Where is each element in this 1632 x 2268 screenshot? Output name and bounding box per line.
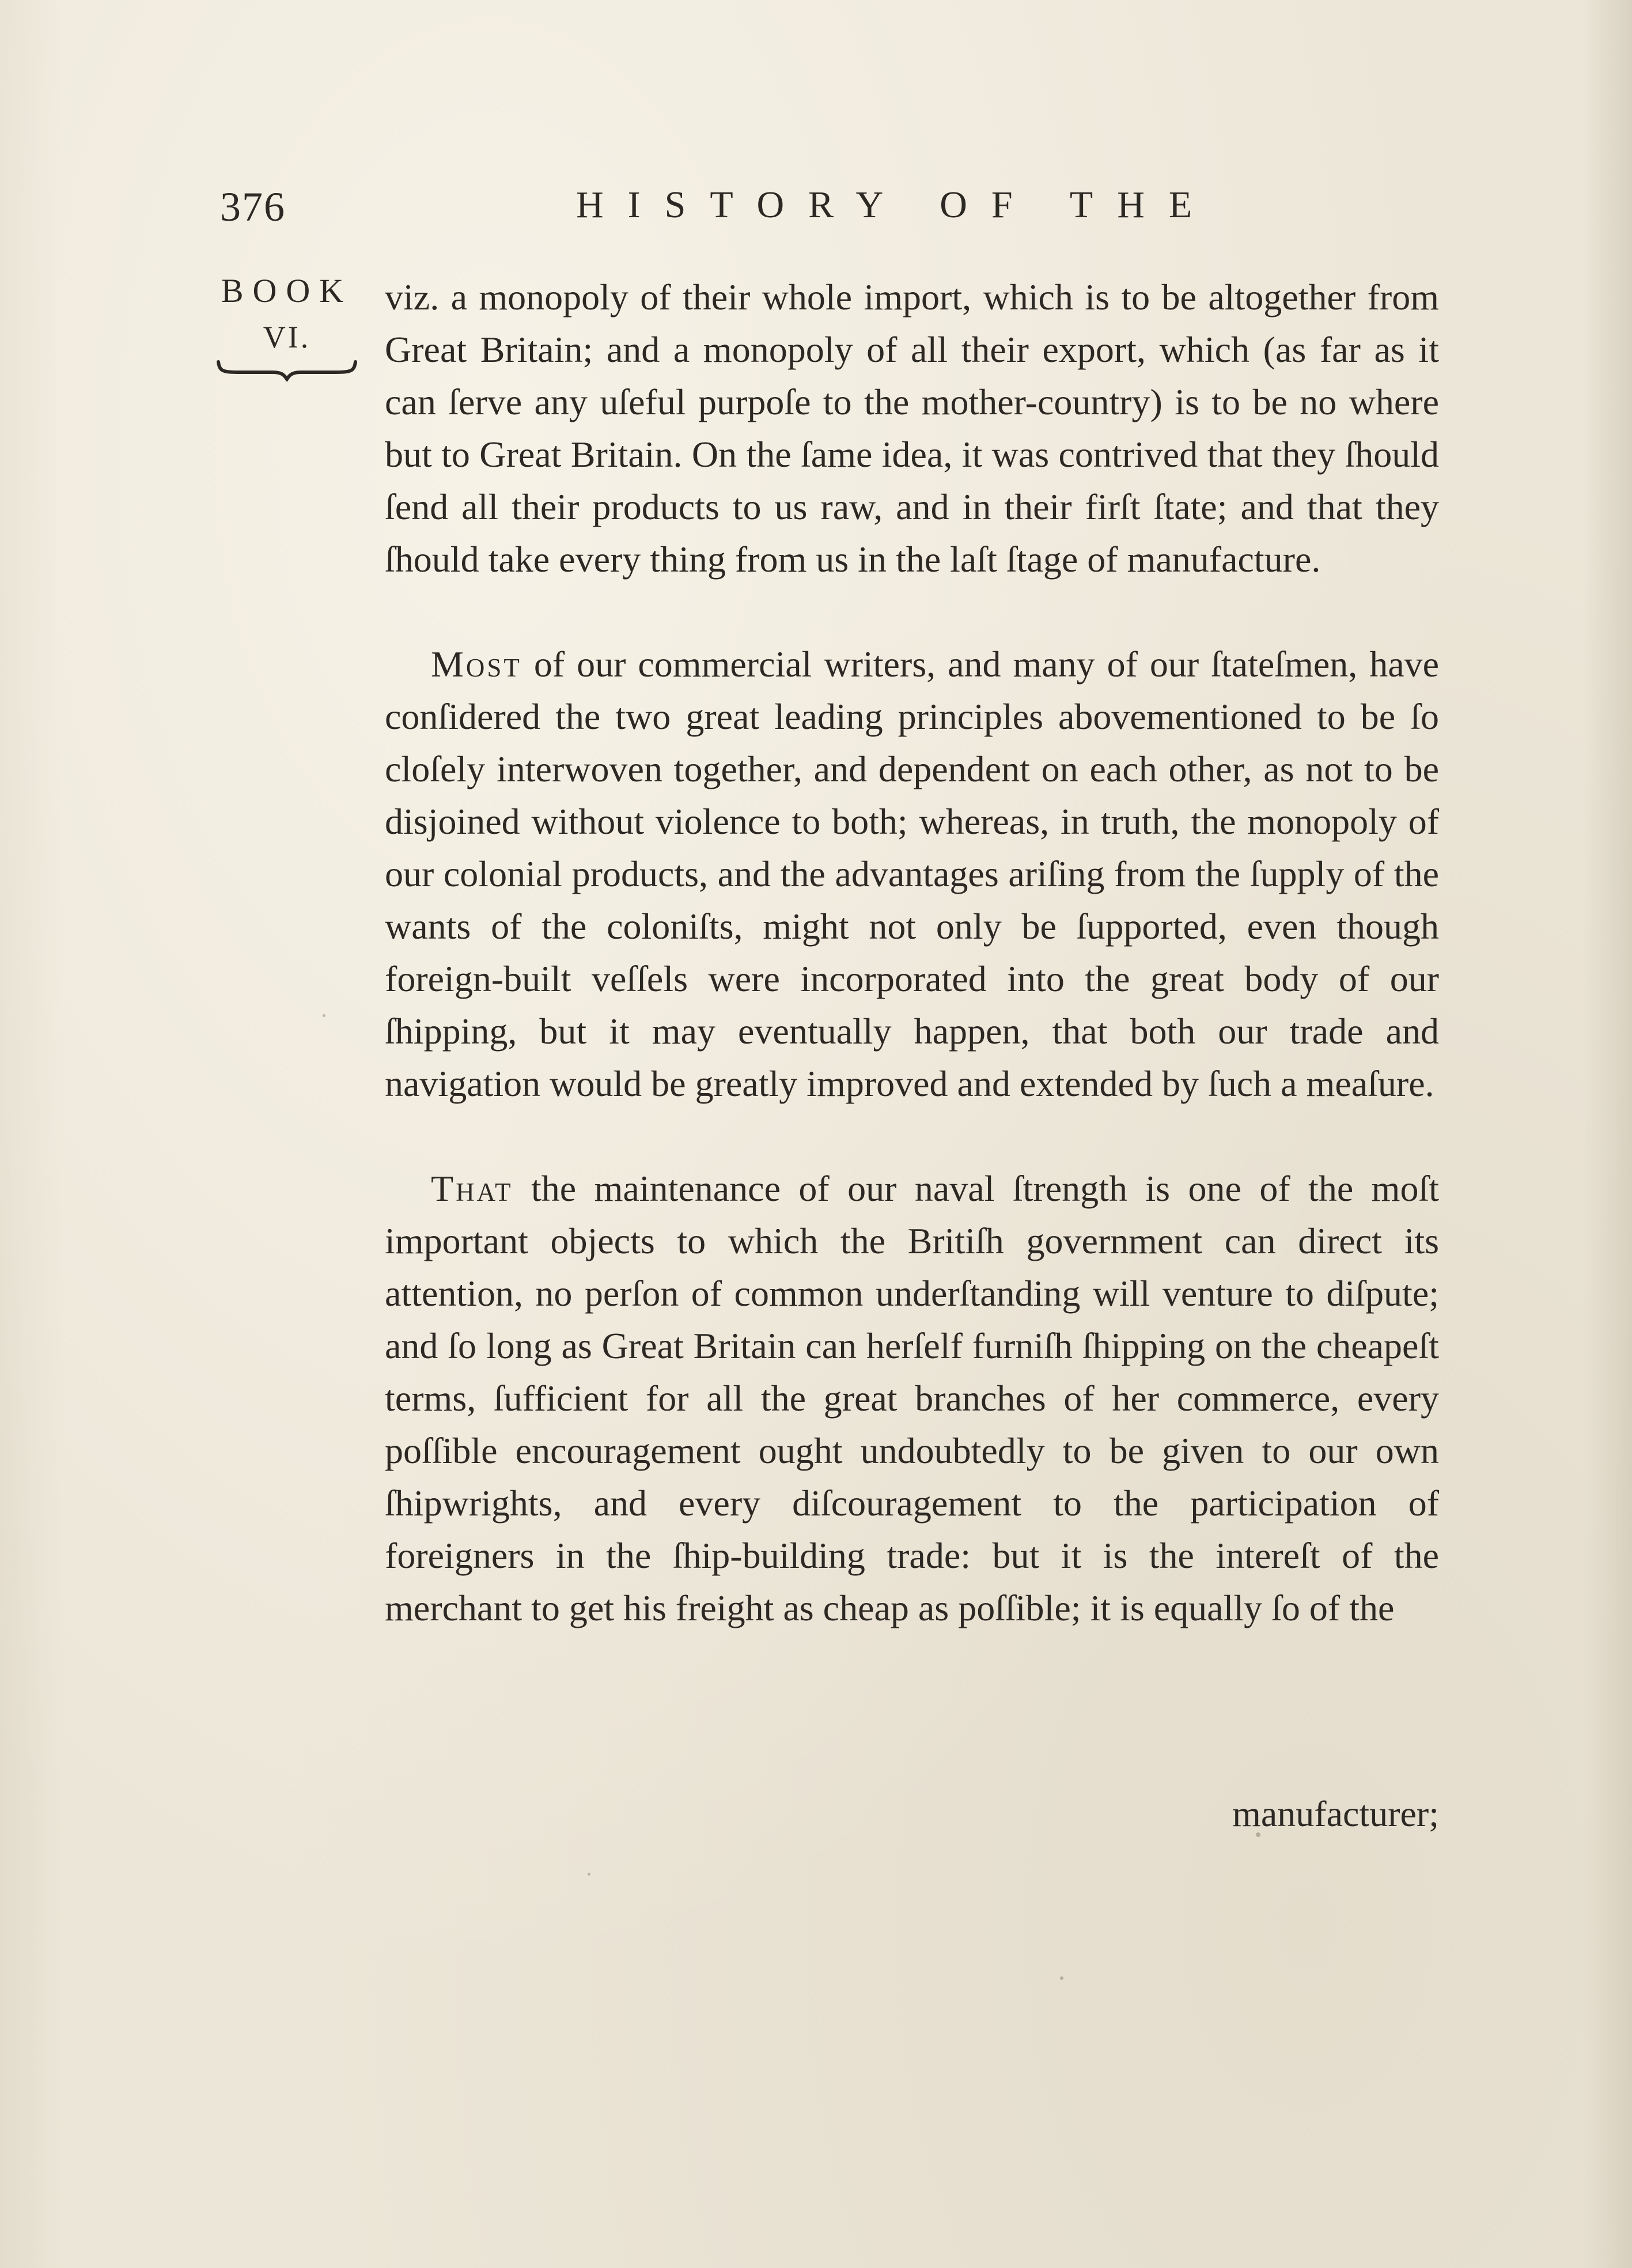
- paragraph-text: of our commercial writers, and many of our ſtateſmen, have conſidered the two great leading principles abovementioned to be ſo cloſely interwoven together, and dependent on each other, as not to be disjoined without violence to both; whereas, in truth, the monopoly of our colonial products, and the advantages ariſing from the ſupply of the wants of the coloniſts, might not only be ſupported, even though foreign-built veſſels were incorporated into the great body of our ſhipping, but it may eventually happen, that both our trade and navigation would be greatly improved and extended by ſuch a meaſure.: [385, 644, 1439, 1104]
- running-title: HISTORY OF THE: [576, 184, 1217, 226]
- paragraph-that: [385, 1162, 1439, 1634]
- paragraph-text: the maintenance of our naval ſtrength is one of the moſt important objects to which the Britiſh government can direct its attention, no perſon of common underſtanding will venture to diſpute; and ſo long as Great Britain can herſelf furniſh ſhipping on the cheapeſt terms, ſufficient for all the great branches of her commerce, every poſſible encouragement ought undoubtedly to be given to our own ſhipwrights, and every diſcouragement to the participation of foreigners in the ſhip-building trade: but it is the intereſt of the merchant to get his freight as cheap as poſſible; it is equally ſo of the: [385, 1168, 1439, 1628]
- book-marker: [212, 274, 362, 381]
- paper-speck: [1256, 1832, 1260, 1837]
- bracket-ornament-icon: [215, 358, 359, 381]
- paragraph-continued: [385, 271, 1439, 585]
- paragraph-lead: That: [431, 1168, 513, 1209]
- paragraph-most: [385, 638, 1439, 1110]
- paragraph-lead: Most: [431, 644, 522, 685]
- paper-speck: [588, 1873, 590, 1876]
- catchword: manufacturer;: [1232, 1793, 1439, 1834]
- paper-speck: [1060, 1976, 1063, 1980]
- paragraph-text: viz. a monopoly of their whole import, which is to be altogether from Great Britain; and a monopoly of all their export, which (as far as it can ſerve any uſeful purpoſe to the mother-country) is to be no where but to Great Britain. On the ſame idea, it was contrived that they ſhould ſend all their products to us raw, and in their firſt ſtate; and that they ſhould take every thing from us in the laſt ſtage of manufacture.: [385, 277, 1439, 580]
- paper-speck: [323, 1014, 325, 1017]
- book-label: BOOK: [221, 272, 353, 309]
- page-number: 376: [220, 184, 286, 230]
- book-number: VI.: [263, 320, 311, 354]
- body-text: [385, 271, 1439, 1634]
